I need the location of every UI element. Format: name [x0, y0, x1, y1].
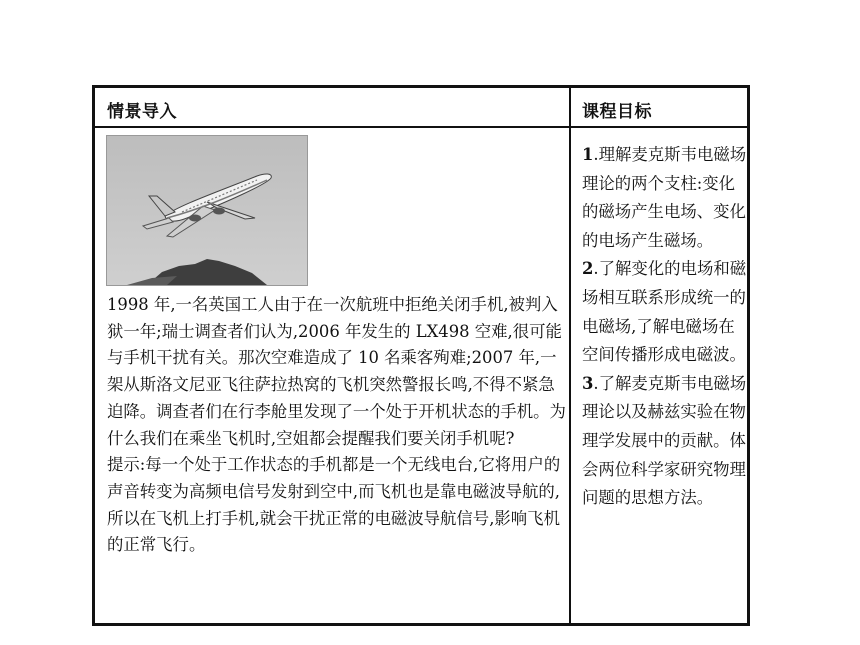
course-goals-list	[582, 141, 747, 513]
goal-number: 3	[582, 373, 594, 393]
scenario-intro-header: 情景导入	[107, 102, 177, 122]
airplane-image	[107, 136, 307, 285]
goal-item-3	[582, 370, 747, 513]
content-table	[92, 85, 750, 626]
airplane-photo	[106, 135, 308, 286]
goal-number: 1	[582, 145, 594, 164]
scenario-paragraph: 1998 年,一名英国工人由于在一次航班中拒绝关闭手机,被判入狱一年;瑞士调查者们认为,2006 年发生的 LX498 空难,很可能与手机干扰有关。那次空难造成了 10 名乘客殉难;2007 年,一架从斯洛文尼亚飞往萨拉热窝的飞机突然警报长鸣,不得不紧急迫降。调查者们在行李舱里发现了一个处于开机状态的手机。为什么我们在乘坐飞机时,空姐都会提醒我们要关闭手机呢?	[107, 295, 566, 448]
scenario-text	[107, 292, 567, 559]
goal-text: .了解麦克斯韦电磁场理论以及赫兹实验在物理学发展中的贡献。体会两位科学家研究物理问题的思想方法。	[582, 373, 747, 508]
goal-number: 2	[582, 259, 594, 279]
goal-text: .理解麦克斯韦电磁场理论的两个支柱:变化的磁场产生电场、变化的电场产生磁场。	[582, 145, 747, 250]
goal-text: .了解变化的电场和磁场相互联系形成统一的电磁场,了解电磁场在空间传播形成电磁波。	[582, 259, 747, 365]
scenario-hint: 提示:每一个处于工作状态的手机都是一个无线电台,它将用户的声音转变为高频电信号发射到空中,而飞机也是靠电磁波导航的,所以在飞机上打手机,就会干扰正常的电磁波导航信号,影响飞机的正常飞行。	[107, 455, 561, 555]
course-goals-header: 课程目标	[582, 102, 652, 122]
column-divider	[569, 88, 571, 623]
goal-item-1	[582, 141, 747, 255]
goal-item-2	[582, 255, 747, 369]
